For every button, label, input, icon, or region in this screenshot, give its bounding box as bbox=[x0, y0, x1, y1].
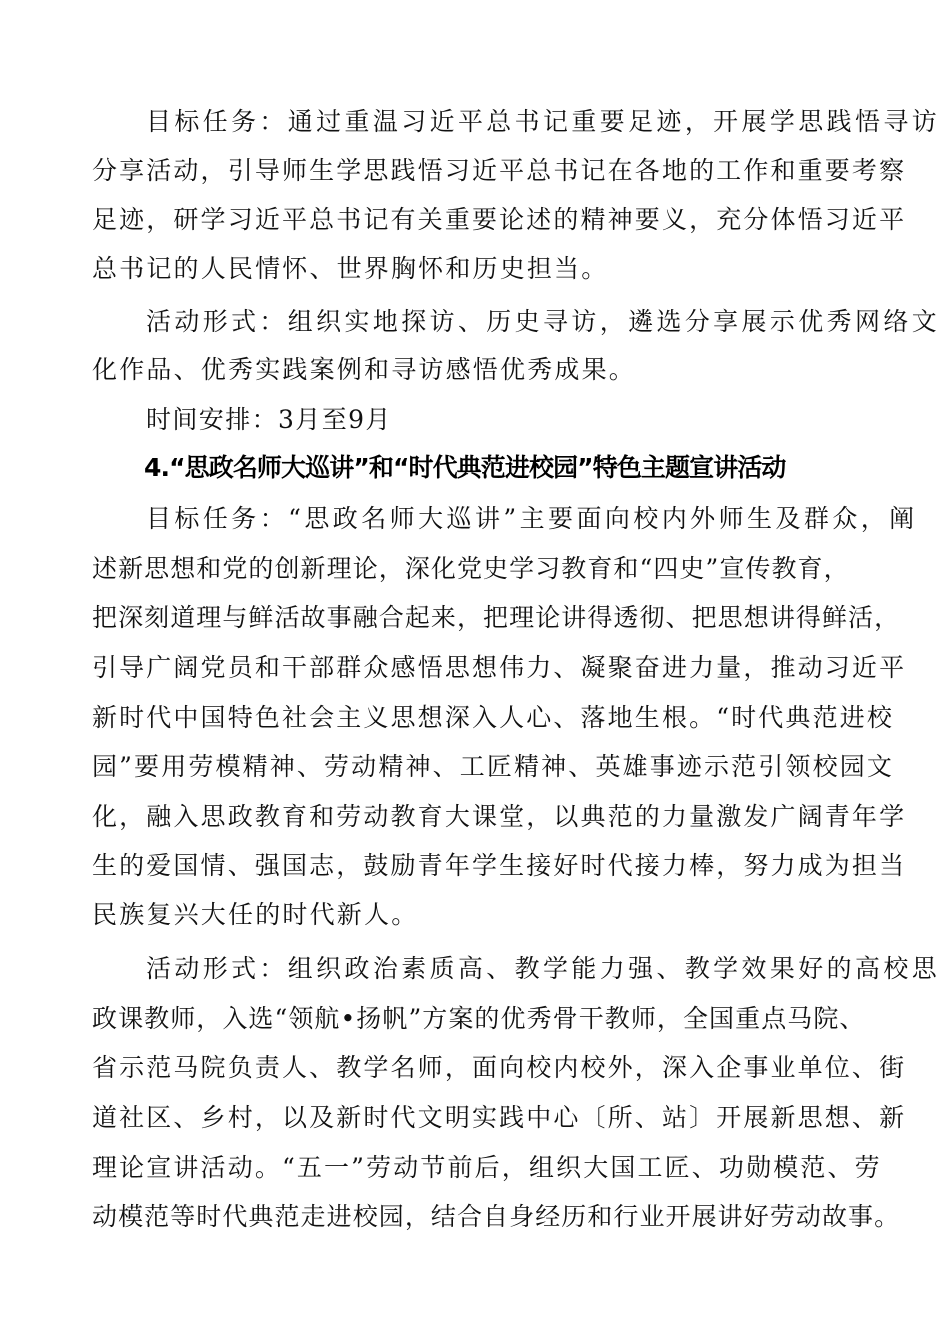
text-line: 生的爱国情、强国志，鼓励青年学生接好时代接力棒，努力成为担当 bbox=[92, 851, 907, 880]
text-line: 民族复兴大任的时代新人。 bbox=[92, 900, 419, 929]
section-heading: 4.“思政名师大巡讲”和“时代典范进校园”特色主题宣讲活动 bbox=[144, 453, 786, 482]
text-line: 足迹，研学习近平总书记有关重要论述的精神要义，充分体悟习近平 bbox=[92, 205, 907, 234]
text-line: 道社区、乡村，以及新时代文明实践中心〔所、站〕开展新思想、新 bbox=[92, 1103, 907, 1132]
text-line: 总书记的人民情怀、世界胸怀和历史担当。 bbox=[92, 254, 609, 283]
text-line: 活动形式：组织实地探访、历史寻访，遴选分享展示优秀网络文 bbox=[146, 307, 941, 336]
text-line: 化作品、优秀实践案例和寻访感悟优秀成果。 bbox=[92, 355, 637, 384]
text-line: 理论宣讲活动。“五一”劳动节前后，组织大国工匠、功勋模范、劳 bbox=[92, 1153, 882, 1182]
text-line: 园”要用劳模精神、劳动精神、工匠精神、英雄事迹示范引领校园文 bbox=[92, 752, 894, 781]
text-line: 时间安排：3月至9月 bbox=[146, 405, 392, 434]
text-line: 化，融入思政教育和劳动教育大课堂，以典范的力量激发广阔青年学 bbox=[92, 802, 907, 831]
text-line: 动模范等时代典范走进校园，结合自身经历和行业开展讲好劳动故事。 bbox=[92, 1202, 901, 1231]
text-line: 新时代中国特色社会主义思想深入人心、落地生根。“时代典范进校 bbox=[92, 703, 894, 732]
text-line: 述新思想和党的创新理论，深化党史学习教育和“四史”宣传教育， bbox=[92, 554, 850, 583]
text-line: 省示范马院负责人、教学名师，面向校内校外，深入企事业单位、街 bbox=[92, 1053, 907, 1082]
text-line: 分享活动，引导师生学思践悟习近平总书记在各地的工作和重要考察 bbox=[92, 156, 907, 185]
text-line: 引导广阔党员和干部群众感悟思想伟力、凝聚奋进力量，推动习近平 bbox=[92, 653, 907, 682]
text-line: 政课教师，入选“领航•扬帆”方案的优秀骨干教师，全国重点马院、 bbox=[92, 1004, 866, 1033]
text-line: 目标任务：通过重温习近平总书记重要足迹，开展学思践悟寻访 bbox=[146, 107, 941, 136]
text-line: 活动形式：组织政治素质高、教学能力强、教学效果好的高校思 bbox=[146, 954, 941, 983]
text-line: 目标任务：“思政名师大巡讲”主要面向校内外师生及群众，阐 bbox=[146, 504, 918, 533]
text-line: 把深刻道理与鲜活故事融合起来，把理论讲得透彻、把思想讲得鲜活， bbox=[92, 603, 901, 632]
